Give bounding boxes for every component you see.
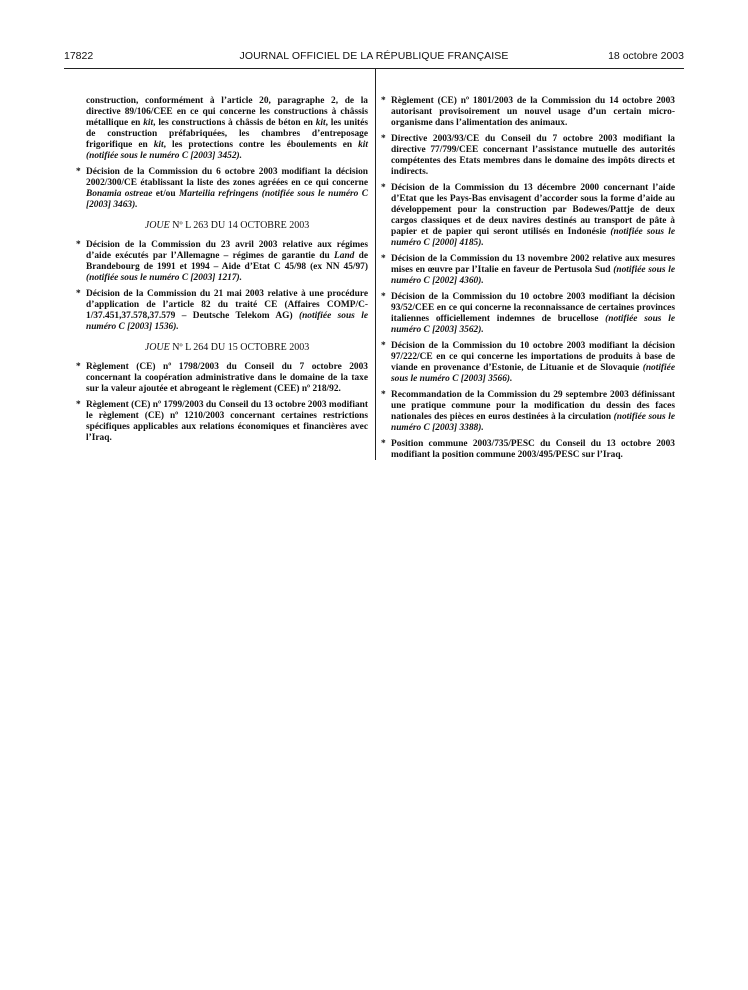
italic-run: (notifiée sous le numéro C [2003] 3388). [391,412,675,433]
italic-run: (notifiée sous le numéro C [2000] 4185). [391,227,676,248]
bullet-icon: * [76,362,81,372]
entry-text [391,439,675,460]
entry-reglement-1801 [381,96,675,129]
text-run: , les unités de construction préfabriquées, les chambres d’entreposage frigorifique en [86,118,368,150]
entry-text [391,134,675,177]
bullet-icon: * [381,341,386,351]
text-run: de Brandebourg de 1991 et 1994 – Aide d’Etat C 45/98 (ex NN 45/97) [86,251,368,272]
left-column [76,96,368,449]
italic-run: (notifiée sous le numéro C [2003] 1217). [86,273,242,283]
text-run: Recommandation de la Commission du 29 septembre 2003 définissant une pratique commune pour la modification du dessin des faces nationales des pièces en euros destinées à la circulation [391,390,675,422]
entry-pays-bas [381,183,676,249]
entry-brucellose [381,292,675,336]
italic-run: kit [315,118,326,128]
bullet-icon: * [76,167,81,177]
entry-reglement-1799 [76,400,368,444]
column-divider [375,68,376,460]
text-run: et/ou [152,189,179,199]
entry-telekom [76,289,368,333]
italic-run: (notifiée sous le numéro C [2003] 1536). [86,311,368,332]
entry-text [86,167,368,210]
text-run: Règlement (CE) nº 1799/2003 du Conseil du 13 octobre 2003 modifiant le règlement (CE) nº 1210/2003 concernant certaines restrictions spécifiques applicables aux relations économiques et financières avec l’Iraq. [86,400,368,443]
text-run: Décision de la Commission du 13 décembre 2000 concernant l’aide d’Etat que les Pays-Bas envisagent d’accorder sous la forme d’aide au développement pour la construction par Bodewes/Pattje de deux cargos classiques et de deux navires destinés au transport de pâte à papier et de papier qui seront utilisés en Indonésie [391,183,675,237]
entry-text [391,254,675,286]
bullet-icon: * [381,292,386,302]
entry-position-commune [381,439,675,461]
continuation-entry [86,96,368,162]
italic-run: kit [153,140,164,150]
entry-text [391,390,675,433]
italic-run: Bonamia ostreae [86,189,153,199]
bullet-icon: * [381,183,386,193]
right-column [381,96,676,466]
entry-text [391,292,675,335]
section-heading-264: JOUE Nº L 264 DU 15 OCTOBRE 2003 [144,342,310,353]
entry-allemagne [76,240,368,284]
italic-run: kit (notifiée sous le numéro C [2003] 3452). [86,140,368,161]
italic-run: (notifiée sous le numéro C [2002] 4360). [391,265,675,286]
entry-viande [381,341,675,385]
entry-text [86,240,368,283]
text-run: Règlement (CE) nº 1798/2003 du Conseil du 7 octobre 2003 concernant la coopération administrative dans le domaine de la taxe sur la valeur ajoutée et abrogeant le règlement (CEE) nº 218/92. [86,362,368,394]
bullet-icon: * [76,400,81,410]
page-header [64,46,684,68]
italic-run: (notifiée sous le numéro C [2003] 3562). [391,314,675,335]
text-run: construction, conformément à l’article 20, paragraphe 2, de la directive 89/106/CEE en ce qui concerne les constructions à châssis métallique en [86,96,368,128]
italic-run: Land [334,251,355,261]
entry-directive-2003-93 [381,134,675,178]
italic-run: Marteilia refringens (notifiée sous le numéro C [2003] 3463). [86,189,368,210]
text-run: Position commune 2003/735/PESC du Conseil du 13 octobre 2003 modifiant la position commune 2003/495/PESC sur l’Iraq. [391,439,675,460]
text-run: , les constructions à châssis de béton en [153,118,316,128]
bullet-icon: * [381,254,386,264]
entry-pertusola [381,254,675,287]
bullet-icon: * [76,289,81,299]
entry-text [86,289,368,332]
page-number: 17822 [64,50,94,62]
bullet-icon: * [381,390,386,400]
bullet-icon: * [381,439,386,449]
text-run: Décision de la Commission du 21 mai 2003 relative à une procédure d’application de l’article 82 du traité CE (Affaires COMP/C-1/37.451,37.578,37.579 – Deutsche Telekom AG) [86,289,368,321]
entry-text [391,183,675,248]
bullet-icon: * [76,240,81,250]
text-run: Décision de la Commission du 13 novembre 2002 relative aux mesures mises en œuvre par l’Italie en faveur de Pertusola Sud [391,254,675,275]
text-run: Décision de la Commission du 6 octobre 2003 modifiant la décision 2002/300/CE établissant la liste des zones agréées en ce qui concerne [86,167,368,188]
italic-run: kit [143,118,154,128]
journal-title: JOURNAL OFFICIEL DE LA RÉPUBLIQUE FRANÇAISE [239,50,509,62]
header-rule [64,68,684,69]
issue-date: 18 octobre 2003 [608,50,684,62]
entry-euros [381,390,675,434]
entry-reglement-1798 [76,362,368,395]
entry-text [86,400,368,443]
entry-text [86,362,368,394]
bullet-icon: * [381,134,386,144]
text-run: , les protections contre les éboulements en [163,140,359,150]
entry-text [391,96,675,128]
text-run: Décision de la Commission du 23 avril 2003 relative aux régimes d’aide exécutés par l’Allemagne – régimes de garantie du [86,240,368,261]
bullet-icon: * [381,96,386,106]
text-run: Directive 2003/93/CE du Conseil du 7 octobre 2003 modifiant la directive 77/799/CEE concernant l’assistance mutuelle des autorités compétentes des Etats membres dans le domaine des impôts directs et indirects. [391,134,675,177]
italic-run: (notifiée sous le numéro C [2003] 3566). [391,363,675,384]
text-run: Décision de la Commission du 10 octobre 2003 modifiant la décision 97/222/CE en ce qui concerne les importations de produits à base de viande en provenance d’Estonie, de Lituanie et de Slovaquie [391,341,675,373]
text-run: Décision de la Commission du 10 octobre 2003 modifiant la décision 93/52/CEE en ce qui concerne la reconnaissance de certaines provinces italiennes officiellement indemnes de brucellose [391,292,675,324]
entry-bonamia [76,167,368,211]
text-run: Règlement (CE) nº 1801/2003 de la Commission du 14 octobre 2003 autorisant provisoirement un nouvel usage d’un certain micro-organisme dans l’alimentation des animaux. [391,96,675,128]
section-heading-263: JOUE Nº L 263 DU 14 OCTOBRE 2003 [144,220,310,231]
entry-text [391,341,675,384]
